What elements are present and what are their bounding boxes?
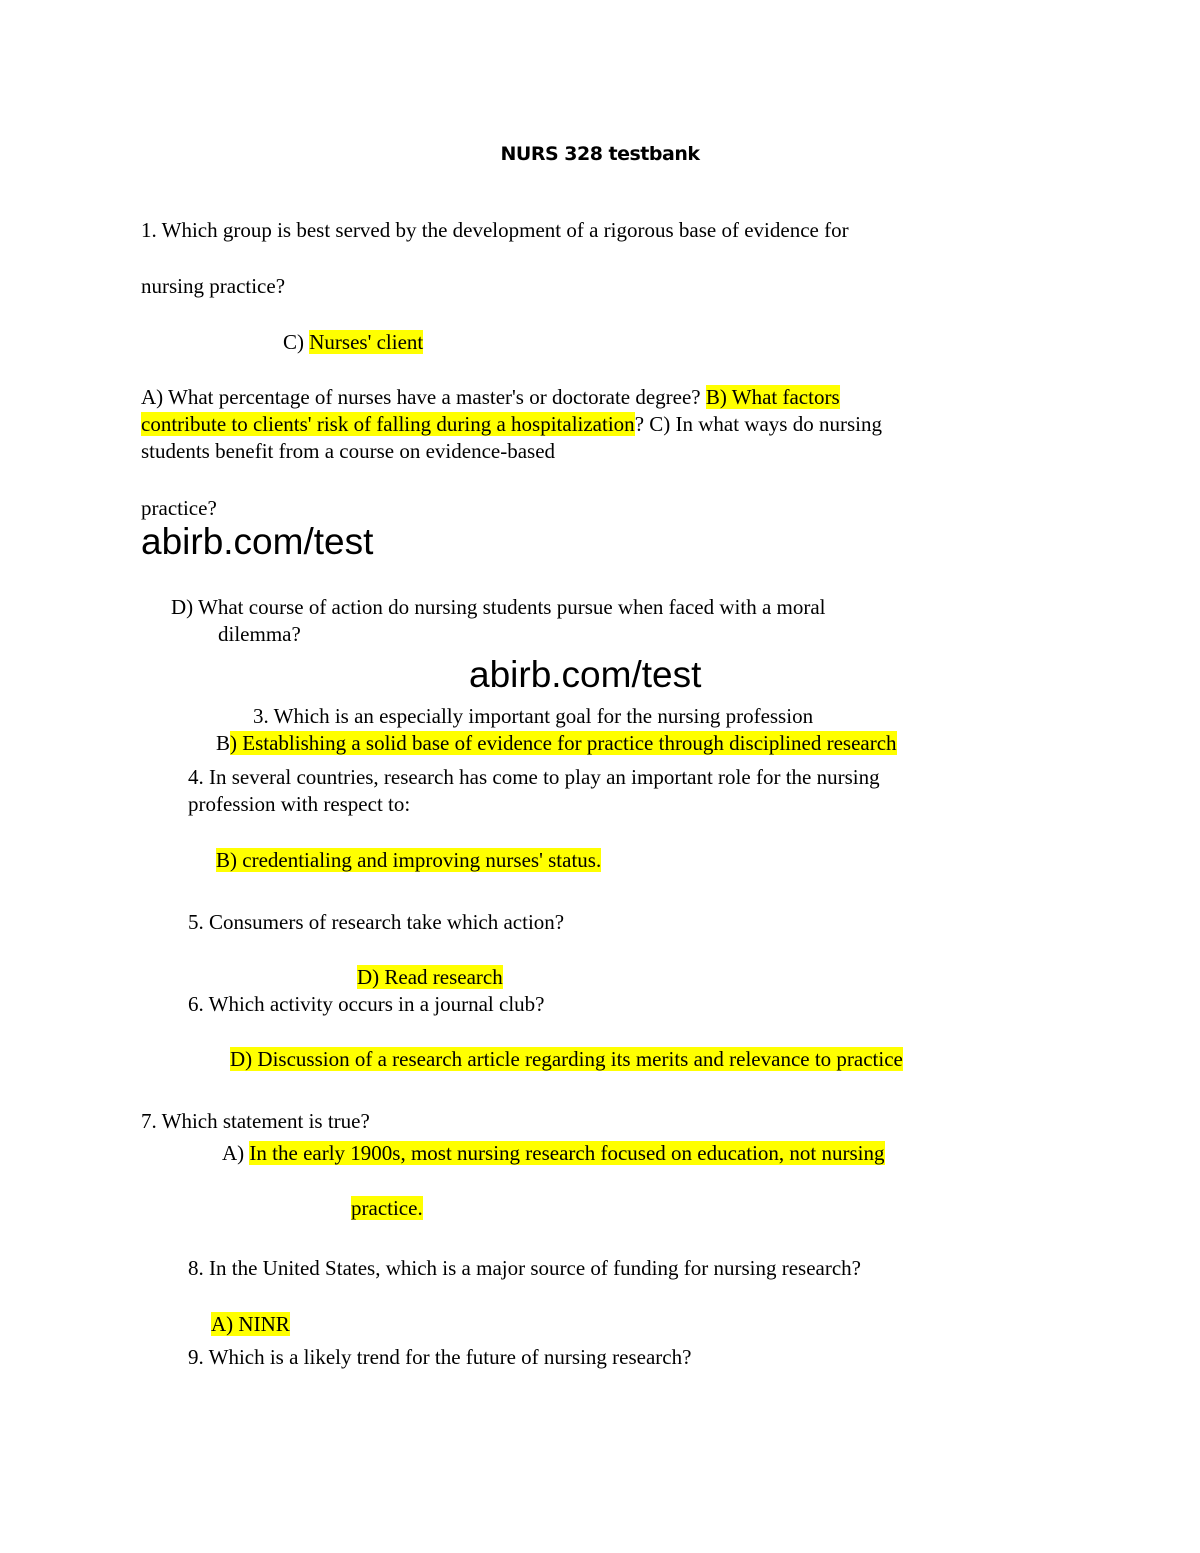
question-6-text: 6. Which activity occurs in a journal club?: [188, 992, 545, 1016]
question-1-text: 1. Which group is best served by the development of a rigorous base of evidence for: [141, 218, 849, 242]
highlighted-answer: B) What factors: [705, 385, 840, 409]
watermark-text: abirb.com/test: [141, 521, 374, 562]
question-2-option-d-continued: dilemma?: [218, 622, 301, 646]
highlighted-answer: D) Discussion of a research article regarding its merits and relevance to practice: [230, 1047, 903, 1071]
question-8-text: 8. In the United States, which is a major source of funding for nursing research?: [188, 1256, 861, 1280]
answer-prefix: B: [216, 731, 231, 755]
question-4-text-continued: profession with respect to:: [188, 792, 411, 816]
question-6-answer: [230, 1046, 903, 1072]
question-3-text: 3. Which is an especially important goal for the nursing profession: [253, 704, 814, 728]
question-9-text: 9. Which is a likely trend for the future of nursing research?: [188, 1345, 692, 1369]
question-5-answer: [357, 964, 503, 990]
document-title: NURS 328 testbank: [500, 143, 700, 165]
highlighted-answer: A) NINR: [211, 1312, 290, 1336]
question-7-text: 7. Which statement is true?: [141, 1109, 370, 1133]
question-2-options-line-1: [141, 384, 840, 410]
highlighted-answer: Nurses' client: [309, 330, 424, 354]
question-4-text: 4. In several countries, research has come to play an important role for the nursing: [188, 765, 880, 789]
option-text: ? C) In what ways do nursing: [634, 412, 882, 436]
question-5-text: 5. Consumers of research take which action?: [188, 910, 565, 934]
question-4-answer: [216, 847, 601, 873]
option-text: A) What percentage of nurses have a master's or doctorate degree?: [141, 385, 706, 409]
question-7-answer: [222, 1140, 885, 1166]
question-3-answer: [216, 730, 897, 756]
question-2-options-line-3: students benefit from a course on evidence-based: [141, 439, 556, 463]
highlighted-answer: B) credentialing and improving nurses' status.: [216, 848, 602, 872]
answer-prefix: C): [283, 330, 310, 354]
question-8-answer: [211, 1311, 290, 1337]
highlighted-answer: practice.: [351, 1196, 423, 1220]
highlighted-answer: In the early 1900s, most nursing research focused on education, not nursing: [249, 1141, 885, 1165]
highlighted-answer: contribute to clients' risk of falling during a hospitalization: [141, 412, 635, 436]
question-2-options-line-4: practice?: [141, 496, 217, 520]
answer-prefix: A): [222, 1141, 250, 1165]
question-7-answer-continued: [351, 1195, 423, 1221]
question-1-answer: [283, 329, 423, 355]
question-1-text-continued: nursing practice?: [141, 274, 286, 298]
question-2-option-d: D) What course of action do nursing students pursue when faced with a moral: [171, 595, 826, 619]
highlighted-answer: D) Read research: [357, 965, 503, 989]
watermark-text: abirb.com/test: [469, 654, 702, 695]
question-2-options-line-2: [141, 411, 882, 437]
highlighted-answer: ) Establishing a solid base of evidence for practice through disciplined research: [230, 731, 897, 755]
